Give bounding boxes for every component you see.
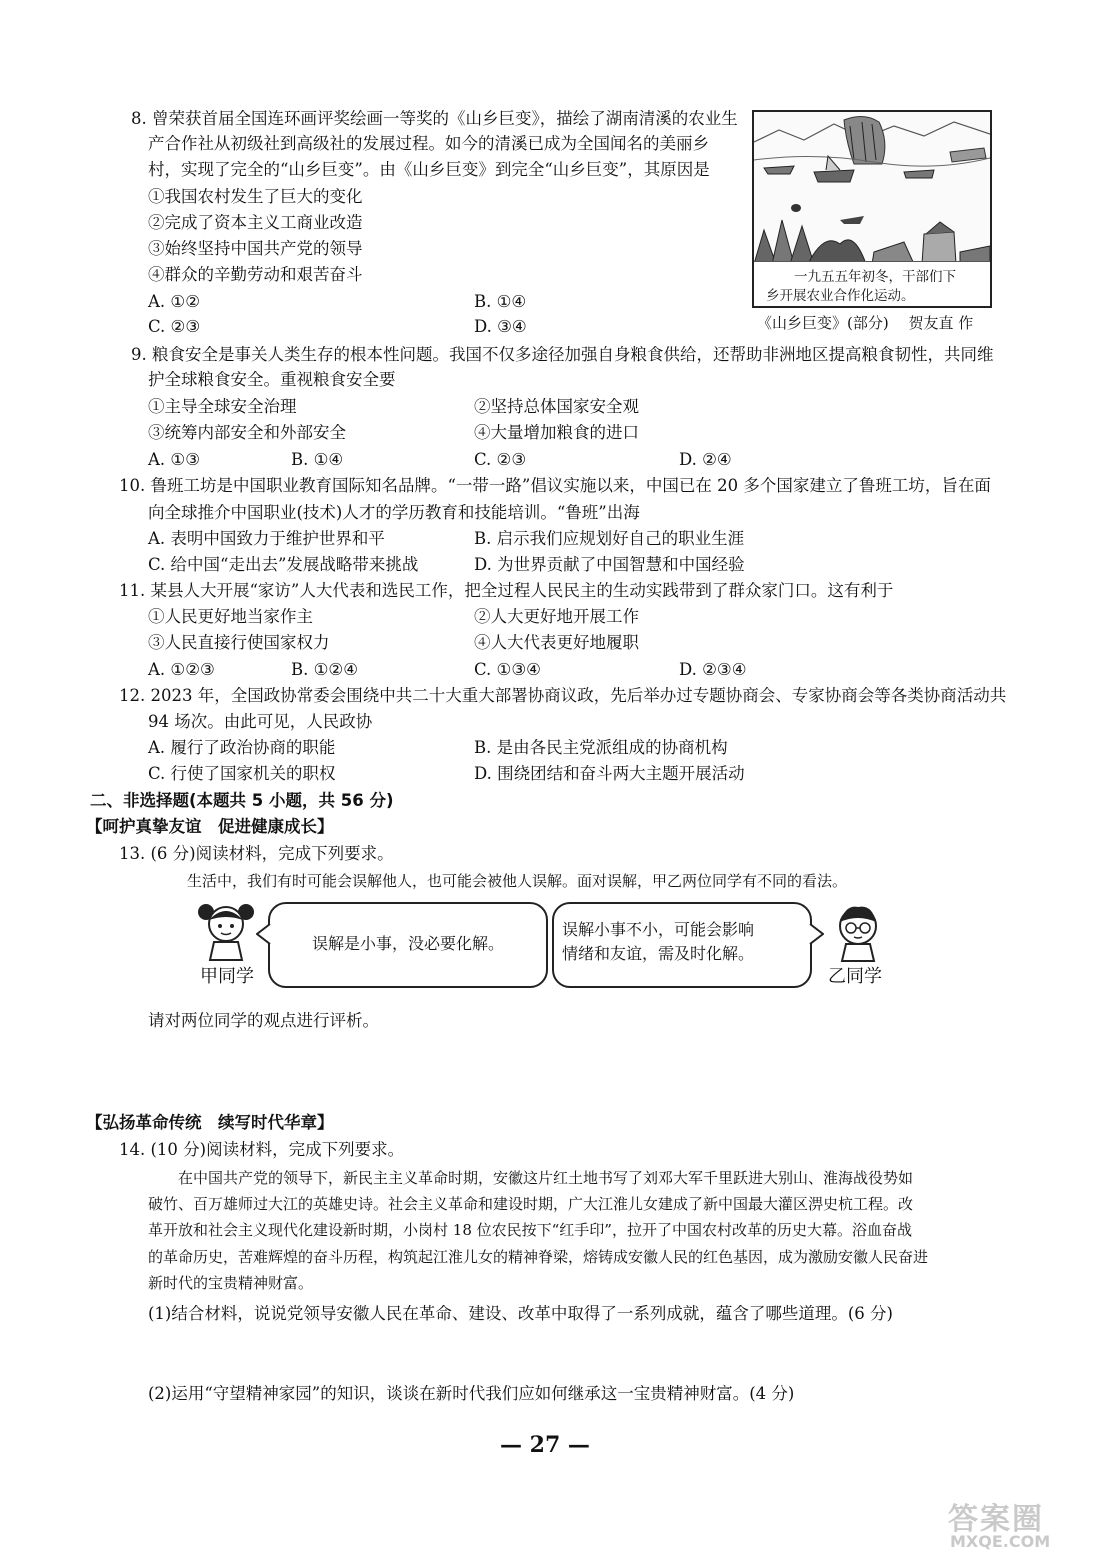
q9-option-a: A. ①③ [148, 450, 200, 469]
q8-item-3: ③始终坚持中国共产党的领导 [148, 239, 363, 258]
q14-stem: 14. (10 分)阅读材料，完成下列要求。 [119, 1140, 405, 1159]
unit-heading-revolution: 【弘扬革命传统 续写时代华章】 [86, 1113, 334, 1132]
q9-item-2: ②坚持总体国家安全观 [474, 397, 639, 416]
q10-option-c: C. 给中国“走出去”发展战略带来挑战 [148, 555, 419, 574]
q12-stem-line-1: 12. 2023 年，全国政协常委会围绕中共二十大重大部署协商议政，先后举办过专题协商会、专家协商会等各类协商活动共 [119, 686, 1007, 705]
q13-stem: 13. (6 分)阅读材料，完成下列要求。 [119, 844, 394, 863]
q8-item-1: ①我国农村发生了巨大的变化 [148, 187, 363, 206]
q10-stem-line-2: 向全球推介中国职业(技术)人才的学历教育和技能培训。“鲁班”出海 [148, 503, 640, 522]
site-watermark [948, 1494, 1090, 1554]
q12-option-b: B. 是由各民主党派组成的协商机构 [474, 738, 728, 757]
q12-option-c: C. 行使了国家机关的职权 [148, 764, 336, 783]
comic-illustration [752, 110, 992, 308]
comic-caption-box [754, 261, 990, 306]
q9-item-3: ③统筹内部安全和外部安全 [148, 423, 346, 442]
q9-option-b: B. ①④ [291, 450, 344, 469]
q10-stem-line-1: 10. 鲁班工坊是中国职业教育国际知名品牌。“一带一路”倡议实施以来，中国已在 20 多个国家建立了鲁班工坊，旨在面 [119, 476, 991, 495]
q10-option-d: D. 为世界贡献了中国智慧和中国经验 [474, 555, 745, 574]
q9-item-4: ④大量增加粮食的进口 [474, 423, 639, 442]
yi-opinion-line-2: 情绪和友谊，需及时化解。 [562, 944, 755, 963]
q10-option-b: B. 启示我们应规划好自己的职业生涯 [474, 529, 745, 548]
comic-caption-line-1: 一九五五年初冬，干部们下 [794, 269, 956, 285]
q13-intro: 生活中，我们有时可能会误解他人，也可能会被他人误解。面对误解，甲乙两位同学有不同的看法。 [187, 872, 848, 890]
q9-stem-line-1: 9. 粮食安全是事关人类生存的根本性问题。我国不仅多途径加强自身粮食供给，还帮助非洲地区提高粮食韧性，共同维 [131, 345, 994, 364]
q11-item-1: ①人民更好地当家作主 [148, 607, 313, 626]
q9-stem-line-2: 护全球粮食安全。重视粮食安全要 [148, 370, 396, 389]
page-number: — 27 — [500, 1432, 590, 1458]
q8-stem-line-2: 产合作社从初级社到高级社的发展过程。如今的清溪已成为全国闻名的美丽乡 [148, 134, 709, 153]
student-jia-label: 甲同学 [200, 966, 254, 987]
q11-item-4: ④人大代表更好地履职 [474, 633, 639, 652]
yi-opinion-line-1: 误解小事不小，可能会影响 [562, 920, 755, 939]
q8-stem-line-3: 村，实现了完全的“山乡巨变”。由《山乡巨变》到完全“山乡巨变”，其原因是 [148, 160, 710, 179]
q11-item-2: ②人大更好地开展工作 [474, 607, 639, 626]
q13-task: 请对两位同学的观点进行评析。 [148, 1011, 379, 1030]
q11-option-d: D. ②③④ [679, 660, 747, 679]
section-2-title: 二、非选择题(本题共 5 小题，共 56 分) [90, 791, 394, 810]
comic-caption-line-2: 乡开展农业合作化运动。 [766, 288, 915, 304]
comic-credit: 《山乡巨变》(部分) 贺友直 作 [757, 314, 974, 332]
village-landscape-drawing [754, 112, 990, 264]
q11-option-b: B. ①②④ [291, 660, 358, 679]
q14-material-line-5: 新时代的宝贵精神财富。 [148, 1274, 314, 1292]
student-yi-icon [832, 904, 884, 962]
q8-option-c: C. ②③ [148, 317, 201, 336]
q8-option-d: D. ③④ [474, 317, 527, 336]
q11-option-c: C. ①③④ [474, 660, 541, 679]
speech-bubble-jia-tail [256, 922, 272, 946]
student-jia-icon [196, 900, 256, 962]
speech-bubble-yi-tail [808, 922, 824, 946]
q14-material-line-2: 破竹、百万雄师过大江的英雄史诗。社会主义革命和建设时期，广大江淮儿女建成了新中国最大灌区淠史杭工程。改 [148, 1195, 914, 1213]
q14-subquestion-2: (2)运用“守望精神家园”的知识，谈谈在新时代我们应如何继承这一宝贵精神财富。(4 分) [148, 1384, 795, 1403]
q11-option-a: A. ①②③ [148, 660, 215, 679]
q14-material-line-1: 在中国共产党的领导下，新民主主义革命时期，安徽这片红土地书写了刘邓大军千里跃进大别山、淮海战役势如 [148, 1169, 914, 1187]
q8-stem-line-1: 8. 曾荣获首届全国连环画评奖绘画一等奖的《山乡巨变》，描绘了湖南清溪的农业生 [131, 109, 738, 128]
q9-item-1: ①主导全球安全治理 [148, 397, 297, 416]
q14-material-line-4: 的革命历史，苦难辉煌的奋斗历程，构筑起江淮儿女的精神脊梁，熔铸成安徽人民的红色基因，成为激励安徽人民奋进 [148, 1248, 929, 1266]
jia-opinion-text: 误解是小事，没必要化解。 [312, 934, 505, 953]
q12-option-a: A. 履行了政治协商的职能 [148, 738, 336, 757]
unit-heading-friendship: 【呵护真挚友谊 促进健康成长】 [86, 817, 334, 836]
q12-stem-line-2: 94 场次。由此可见，人民政协 [148, 712, 373, 731]
q11-stem-line-1: 11. 某县人大开展“家访”人大代表和选民工作，把全过程人民民主的生动实践带到了群众家门口。这有利于 [119, 581, 894, 600]
watermark-domain-text: MXQE.COM [950, 1532, 1051, 1551]
q8-item-2: ②完成了资本主义工商业改造 [148, 213, 363, 232]
q8-item-4: ④群众的辛勤劳动和艰苦奋斗 [148, 265, 363, 284]
q9-option-c: C. ②③ [474, 450, 527, 469]
student-yi-label: 乙同学 [828, 966, 882, 987]
q9-option-d: D. ②④ [679, 450, 732, 469]
q8-option-b: B. ①④ [474, 292, 527, 311]
q14-subquestion-1: (1)结合材料，说说党领导安徽人民在革命、建设、改革中取得了一系列成就，蕴含了哪些道理。(6 分) [148, 1304, 893, 1323]
watermark-logo-text: 答案圈 [948, 1502, 1044, 1537]
q11-item-3: ③人民直接行使国家权力 [148, 633, 330, 652]
q14-material-line-3: 革开放和社会主义现代化建设新时期，小岗村 18 位农民按下“红手印”，拉开了中国农村改革的历史大幕。浴血奋战 [148, 1221, 912, 1239]
q10-option-a: A. 表明中国致力于维护世界和平 [148, 529, 385, 548]
q12-option-d: D. 围绕团结和奋斗两大主题开展活动 [474, 764, 745, 783]
q8-option-a: A. ①② [148, 292, 200, 311]
